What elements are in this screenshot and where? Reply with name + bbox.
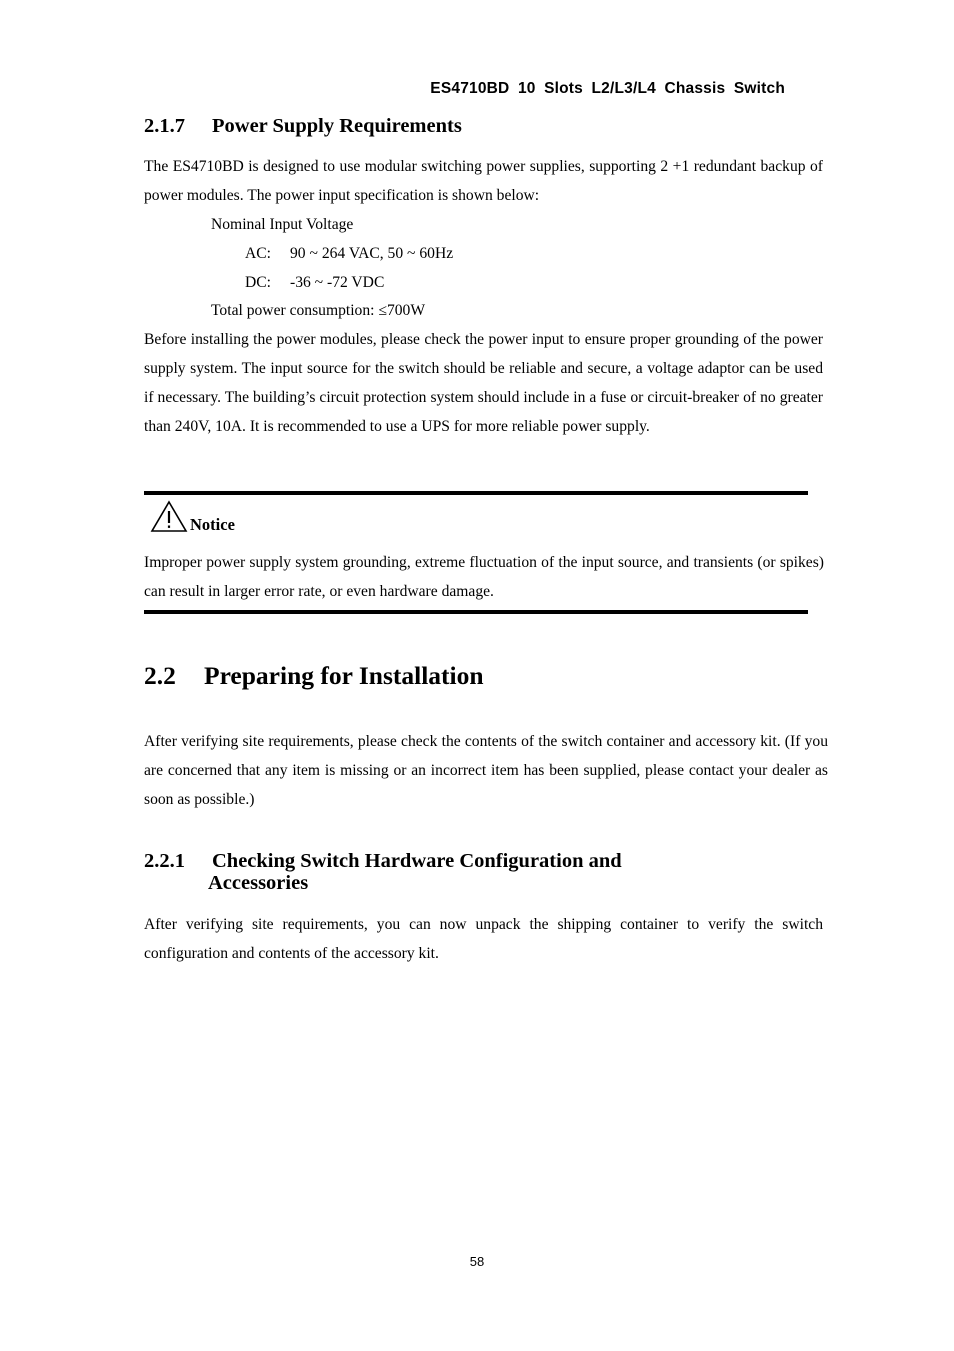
total-power-line: Total power consumption: ≤700W [211,302,426,319]
notice-top-rule [144,491,808,495]
notice-text: Improper power supply system grounding, extreme fluctuation of the input source, and transients (or spikes) can result in larger error rate, or even hardware damage. [144,554,824,600]
section-heading-2-2 [144,660,484,692]
section-number: 2.1.7 [144,115,185,137]
notice-label: Notice [190,515,235,534]
section-title-line2: Accessories [208,872,309,894]
nominal-voltage-label: Nominal Input Voltage [211,216,354,233]
power-intro-paragraph: The ES4710BD is designed to use modular switching power supplies, supporting 2 +1 redundant backup of power modules. The power input specification is shown below: [144,158,823,204]
notice-bottom-rule [144,610,808,614]
section-heading-2-1-7 [144,115,462,137]
notice-header [150,500,235,534]
power-body-paragraph: Before installing the power modules, please check the power input to ensure proper grounding of the power supply system. The input source for the switch should be reliable and secure, a voltage adaptor can be used if necessary. The building’s circuit protection system should include in a fuse or circuit-breaker of no greater than 240V, 10A. It is recommended to use a UPS for more reliable power supply. [144,331,823,435]
ac-label: AC: [245,245,271,262]
section-title: Power Supply Requirements [212,115,462,137]
section-title: Preparing for Installation [204,661,484,690]
section-number: 2.2.1 [144,850,185,872]
ac-spec-row [245,239,453,268]
preparing-paragraph: After verifying site requirements, please check the contents of the switch container and accessory kit. (If you are concerned that any item is missing or an incorrect item has been supplied, please contact your dealer as soon as possible.) [144,733,828,808]
section-title-line1: Checking Switch Hardware Configuration and [212,850,622,872]
ac-value: 90 ~ 264 VAC, 50 ~ 60Hz [290,245,454,262]
section-number: 2.2 [144,661,176,690]
dc-spec-row [245,268,384,297]
section-heading-2-2-1 [144,850,622,894]
dc-value: -36 ~ -72 VDC [290,274,385,291]
running-header: ES4710BD 10 Slots L2/L3/L4 Chassis Switch [430,80,785,97]
page-number: 58 [469,1254,485,1269]
warning-triangle-icon [150,500,188,534]
unpack-paragraph: After verifying site requirements, you can now unpack the shipping container to verify the switch configuration and contents of the accessory kit. [144,916,823,962]
dc-label: DC: [245,274,271,291]
